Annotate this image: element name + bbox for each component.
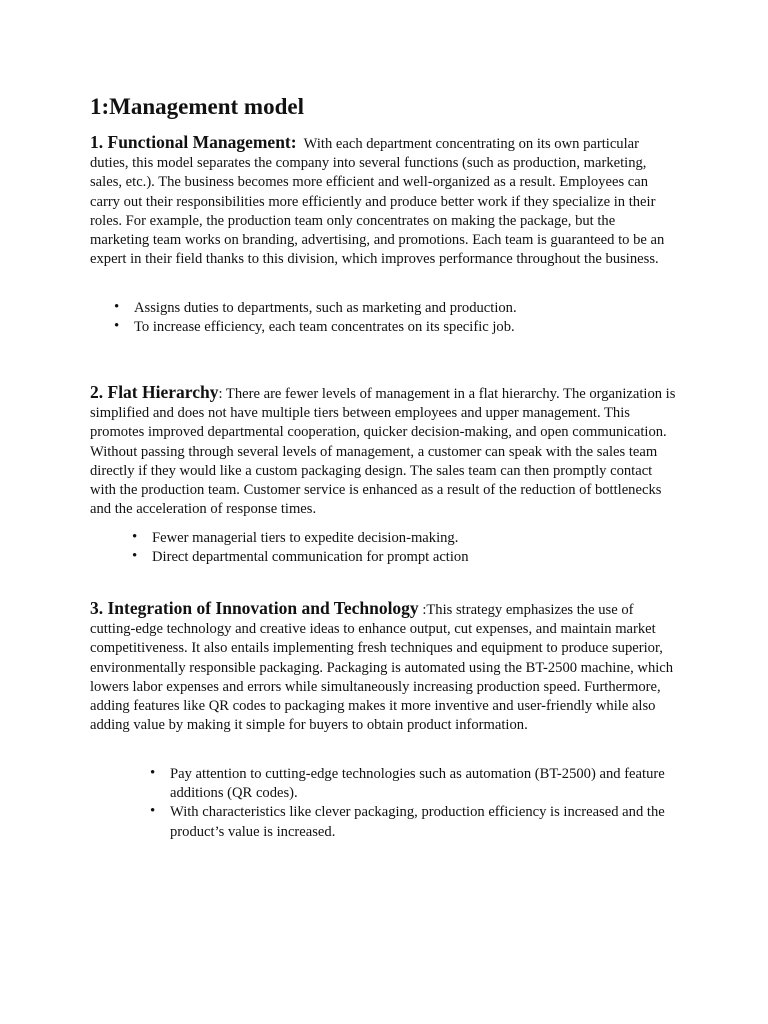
section-body: This strategy emphasizes the use of cutting-edge technology and creative ideas to enhance output, cut expenses, and maintain market competitiveness. It also entails implementing fresh techniques and equipment to produce superior, environmentally responsible packaging. Packaging is automated using the BT-2500 machine, which lowers labor expenses and errors while simultaneously increasing production speed. Furthermore, adding features like QR codes to packaging makes it more inventive and user-friendly while also adding value by making it simple for buyers to obtain product information. bbox=[90, 602, 674, 734]
section-heading: 3. Integration of Innovation and Technology bbox=[90, 598, 419, 618]
section-body: With each department concentrating on its own particular duties, this model separates the company into several functions (such as production, marketing, sales, etc.). The business becomes more efficient and well-organized as a result. Employees can carry out their responsibilities more efficiently and produce better work if they specialize in their roles. For example, the production team only concentrates on making the package, but the marketing team works on branding, advertising, and promotions. Each team is guaranteed to be an expert in their field thanks to this division, which improves performance throughout the business. bbox=[90, 136, 665, 268]
heading-separator: : bbox=[218, 386, 226, 402]
heading-separator: : bbox=[418, 602, 427, 618]
section-heading: 1. Functional Management: bbox=[90, 132, 297, 152]
bullet-list bbox=[150, 765, 678, 842]
section-body: There are fewer levels of management in a flat hierarchy. The organization is simplified and does not have multiple tiers between employees and upper management. This promotes improved departmental cooperation, quicker decision-making, and open communication. Without passing through several levels of management, a customer can speak with the sales team directly if they would like a custom packaging design. The sales team can then promptly contact with the production team. Customer service is enhanced as a result of the reduction of bottlenecks and the acceleration of response times. bbox=[90, 386, 676, 518]
list-item: • Fewer managerial tiers to expedite decision-making. bbox=[132, 529, 672, 548]
section-heading: 2. Flat Hierarchy bbox=[90, 382, 219, 402]
section-flat-hierarchy bbox=[90, 383, 678, 519]
list-item: • Pay attention to cutting-edge technologies such as automation (BT-2500) and feature additions (QR codes). bbox=[150, 765, 678, 803]
list-item: • With characteristics like clever packaging, production efficiency is increased and the product’s value is increased. bbox=[150, 803, 678, 841]
section-innovation-technology bbox=[90, 599, 678, 735]
document-title: 1:Management model bbox=[90, 94, 304, 119]
list-item: • Assigns duties to departments, such as marketing and production. bbox=[114, 299, 674, 318]
section-functional-management bbox=[90, 133, 678, 269]
list-item: • Direct departmental communication for prompt action bbox=[132, 548, 672, 567]
bullet-list bbox=[132, 529, 672, 567]
heading-separator bbox=[297, 136, 304, 152]
bullet-list bbox=[114, 299, 674, 337]
list-item: • To increase efficiency, each team concentrates on its specific job. bbox=[114, 318, 674, 337]
